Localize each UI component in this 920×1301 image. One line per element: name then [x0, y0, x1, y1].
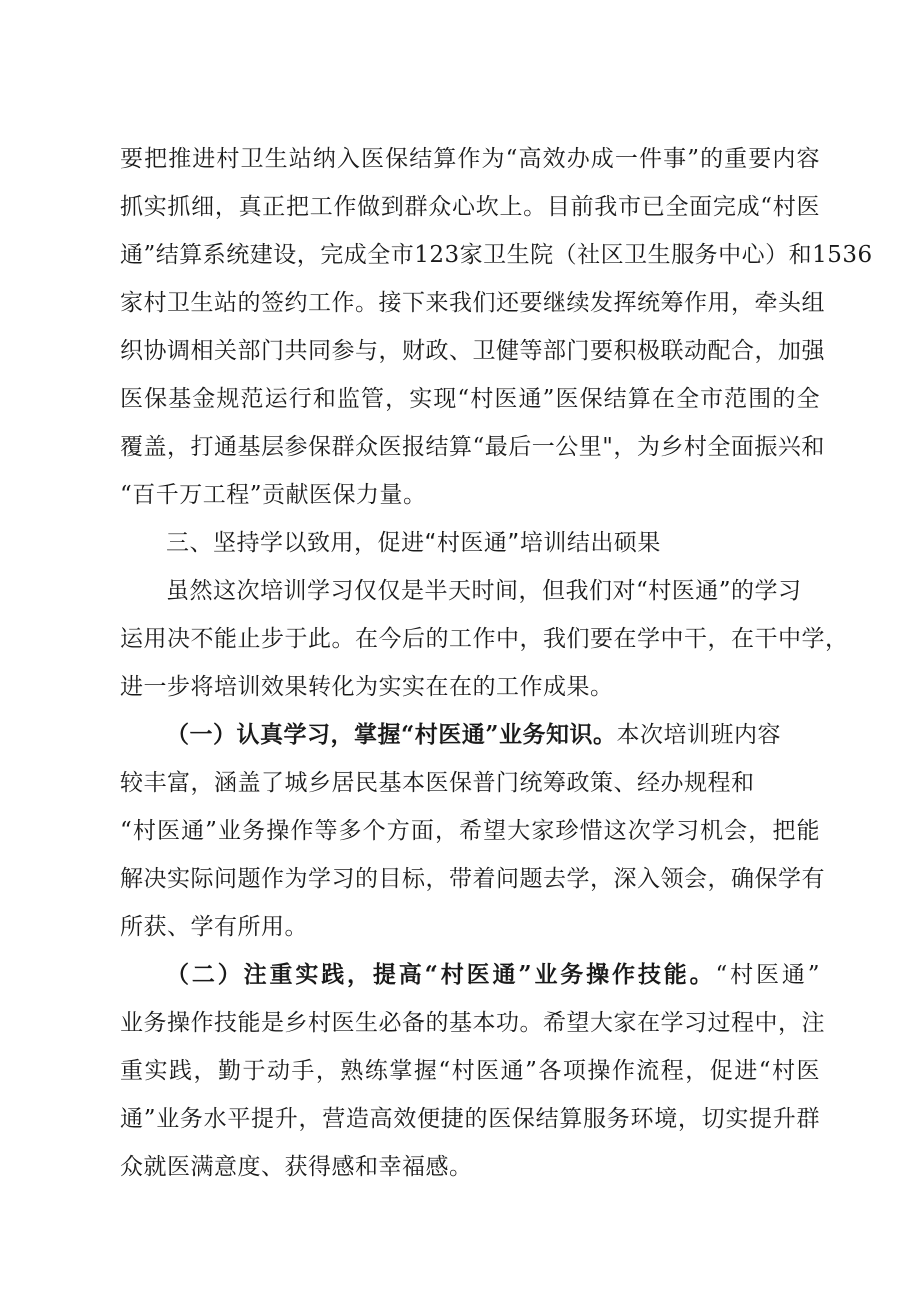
paragraph-line: “村医通”业务操作等多个方面，希望大家珍惜这次学习机会，把能 — [120, 818, 820, 844]
paragraph-line: 虽然这次培训学习仅仅是半天时间，但我们对“村医通”的学习 — [166, 578, 802, 604]
paragraph-line: 重实践，勤于动手，熟练掌握“村医通”各项操作流程，促进“村医 — [120, 1058, 820, 1084]
subheading-bold: （二）注重实践，提高“村医通”业务操作技能。 — [166, 961, 716, 988]
paragraph-line: 解决实际问题作为学习的目标，带着问题去学，深入领会，确保学有 — [120, 866, 825, 892]
paragraph-line: 通”业务水平提升，营造高效便捷的医保结算服务环境，切实提升群 — [120, 1106, 820, 1132]
paragraph-line: 运用决不能止步于此。在今后的工作中，我们要在学中干，在干中学， — [120, 626, 849, 652]
paragraph-line: 织协调相关部门共同参与，财政、卫健等部门要积极联动配合，加强 — [120, 338, 825, 364]
paragraph-line: 医保基金规范运行和监管，实现“村医通”医保结算在全市范围的全 — [120, 386, 820, 412]
paragraph-line: “百千万工程”贡献医保力量。 — [120, 482, 427, 508]
subheading-rest: 本次培训班内容 — [616, 722, 781, 748]
paragraph-line: 通”结算系统建设，完成全市123家卫生院（社区卫生服务中心）和1536 — [120, 242, 873, 268]
subheading-bold: （一）认真学习，掌握“村医通”业务知识。 — [166, 721, 617, 748]
paragraph-line: 抓实抓细，真正把工作做到群众心坎上。目前我市已全面完成“村医 — [120, 194, 820, 220]
paragraph-line: 家村卫生站的签约工作。接下来我们还要继续发挥统筹作用，牵头组 — [120, 290, 825, 316]
section-heading: 三、坚持学以致用，促进“村医通”培训结出硕果 — [166, 530, 661, 556]
paragraph-line: 所获、学有所用。 — [120, 914, 308, 940]
paragraph-line: 进一步将培训效果转化为实实在在的工作成果。 — [120, 674, 614, 700]
paragraph-line: 覆盖，打通基层参保群众医报结算“最后一公里"，为乡村全面振兴和 — [120, 434, 825, 460]
subheading-line — [166, 960, 820, 990]
paragraph-line: 要把推进村卫生站纳入医保结算作为“高效办成一件事”的重要内容 — [120, 146, 820, 172]
paragraph-line: 较丰富，涵盖了城乡居民基本医保普门统筹政策、经办规程和 — [120, 770, 755, 796]
subheading-line — [166, 720, 820, 750]
paragraph-line: 众就医满意度、获得感和幸福感。 — [120, 1154, 473, 1180]
subheading-rest: “村医通” — [715, 962, 820, 988]
paragraph-line: 业务操作技能是乡村医生必备的基本功。希望大家在学习过程中，注 — [120, 1010, 825, 1036]
